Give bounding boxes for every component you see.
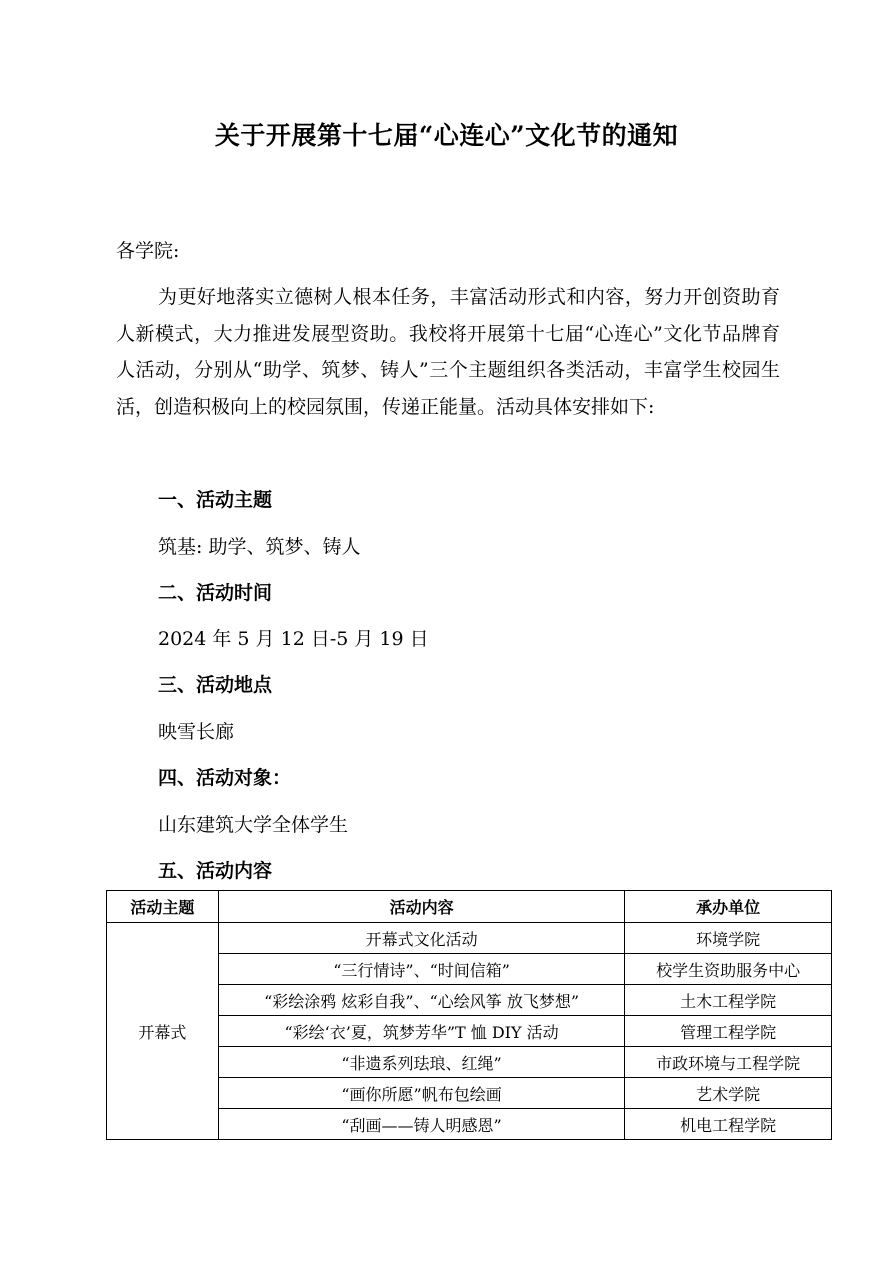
unit-cell: 环境学院: [625, 923, 832, 954]
content-cell: 开幕式文化活动: [218, 923, 624, 954]
content-cell: “三行情诗”、“时间信箱”: [218, 954, 624, 985]
header-unit: 承办单位: [625, 891, 832, 923]
header-theme: 活动主题: [107, 891, 219, 923]
activities-table: [106, 890, 832, 1140]
table-header-row: [107, 891, 832, 923]
section-value-time: 2024 年 5 月 12 日-5 月 19 日: [158, 628, 429, 650]
section-heading-content: 五、活动内容: [158, 860, 273, 882]
content-cell: “彩绘‘衣’夏，筑梦芳华”T 恤 DIY 活动: [218, 1016, 624, 1047]
unit-cell: 市政环境与工程学院: [625, 1047, 832, 1078]
unit-cell: 校学生资助服务中心: [625, 954, 832, 985]
salutation: 各学院:: [116, 240, 180, 262]
section-heading-audience: 四、活动对象：: [158, 767, 292, 789]
intro-paragraph: 为更好地落实立德树人根本任务，丰富活动形式和内容，努力开创资助育人新模式，大力推进发展型资助。我校将开展第十七届“心连心”文化节品牌育人活动，分别从“助学、筑梦、铸人”三个主题组织各类活动，丰富学生校园生活，创造积极向上的校园氛围，传递正能量。活动具体安排如下:: [116, 286, 780, 418]
unit-cell: 土木工程学院: [625, 985, 832, 1016]
section-heading-time: 二、活动时间: [158, 582, 273, 604]
section-value-theme: 筑基: 助学、筑梦、铸人: [158, 536, 361, 558]
content-cell: “画你所愿”帆布包绘画: [218, 1078, 624, 1109]
table-row: [107, 923, 832, 954]
unit-cell: 管理工程学院: [625, 1016, 832, 1047]
section-heading-theme: 一、活动主题: [158, 489, 273, 511]
content-cell: “刮画——铸人明感恩”: [218, 1109, 624, 1140]
section-value-location: 映雪长廊: [158, 721, 235, 743]
unit-cell: 机电工程学院: [625, 1109, 832, 1140]
document-title: 关于开展第十七届“心连心”文化节的通知: [214, 121, 679, 150]
section-value-audience: 山东建筑大学全体学生: [158, 814, 349, 836]
header-content: 活动内容: [218, 891, 624, 923]
content-cell: “非遗系列珐琅、红绳”: [218, 1047, 624, 1078]
section-heading-location: 三、活动地点: [158, 674, 273, 696]
group-label-cell: 开幕式: [107, 923, 219, 1140]
unit-cell: 艺术学院: [625, 1078, 832, 1109]
content-cell: “彩绘涂鸦 炫彩自我”、“心绘风筝 放飞梦想”: [218, 985, 624, 1016]
